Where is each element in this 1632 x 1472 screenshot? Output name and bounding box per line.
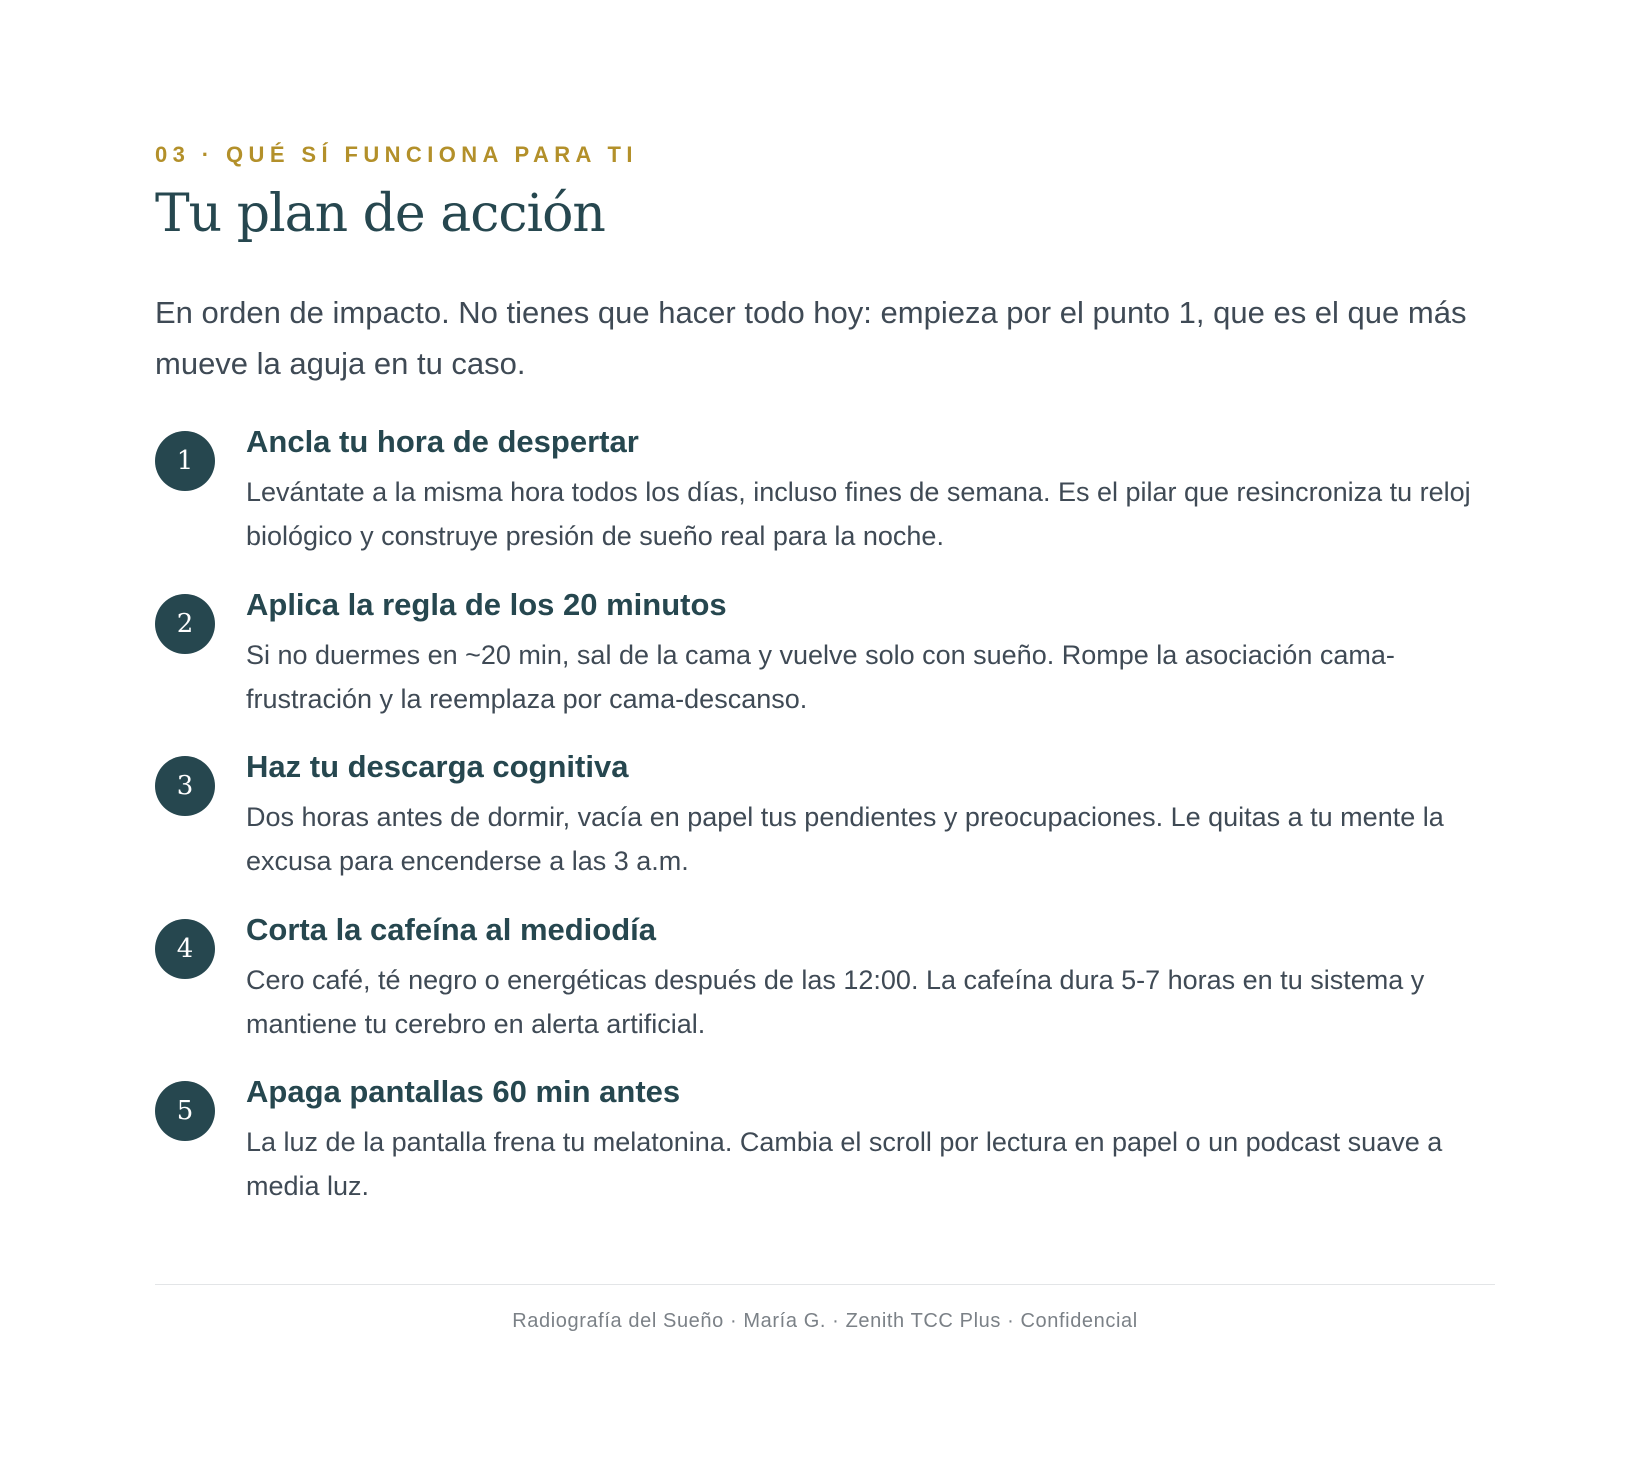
action-steps-list xyxy=(155,424,1495,1243)
action-step-1 xyxy=(155,424,1495,593)
step-number-badge: 4 xyxy=(155,919,215,979)
page-title: Tu plan de acción xyxy=(155,184,605,244)
step-description: La luz de la pantalla frena tu melatonina. Cambia el scroll por lectura en papel o un podcast suave a media luz. xyxy=(246,1127,1443,1201)
step-description: Levántate a la misma hora todos los días, incluso fines de semana. Es el pilar que resincroniza tu reloj biológico y construye presión de sueño real para la noche. xyxy=(246,477,1471,551)
step-title: Apaga pantallas 60 min antes xyxy=(246,1074,681,1109)
step-number-badge: 3 xyxy=(155,756,215,816)
step-description: Dos horas antes de dormir, vacía en papel tus pendientes y preocupaciones. Le quitas a tu mente la excusa para encenderse a las 3 a.m. xyxy=(246,802,1444,876)
step-description: Cero café, té negro o energéticas después de las 12:00. La cafeína dura 5-7 horas en tu sistema y mantiene tu cerebro en alerta artificial. xyxy=(246,964,1425,1039)
action-step-2 xyxy=(155,586,1495,756)
section-eyebrow: 03 · QUÉ SÍ FUNCIONA PARA TI xyxy=(155,142,638,167)
page-footer: Radiografía del Sueño · María G. · Zenith TCC Plus · Confidencial xyxy=(512,1310,1138,1332)
action-step-5 xyxy=(155,1074,1495,1243)
step-number-badge: 5 xyxy=(155,1081,215,1141)
step-title: Aplica la regla de los 20 minutos xyxy=(246,586,727,622)
action-step-4 xyxy=(155,911,1495,1081)
intro-paragraph: En orden de impacto. No tienes que hacer todo hoy: empieza por el punto 1, que es el que más mueve la aguja en tu caso. xyxy=(155,295,1467,381)
action-step-3 xyxy=(155,749,1495,918)
footer-divider xyxy=(155,1284,1495,1285)
step-number-badge: 2 xyxy=(155,594,215,654)
step-title: Haz tu descarga cognitiva xyxy=(246,749,629,784)
step-number-badge: 1 xyxy=(155,431,215,491)
step-description: Si no duermes en ~20 min, sal de la cama y vuelve solo con sueño. Rompe la asociación cama-frustración y la reemplaza por cama-descanso. xyxy=(246,639,1395,714)
step-title: Corta la cafeína al mediodía xyxy=(246,911,657,947)
step-title: Ancla tu hora de despertar xyxy=(246,424,639,459)
